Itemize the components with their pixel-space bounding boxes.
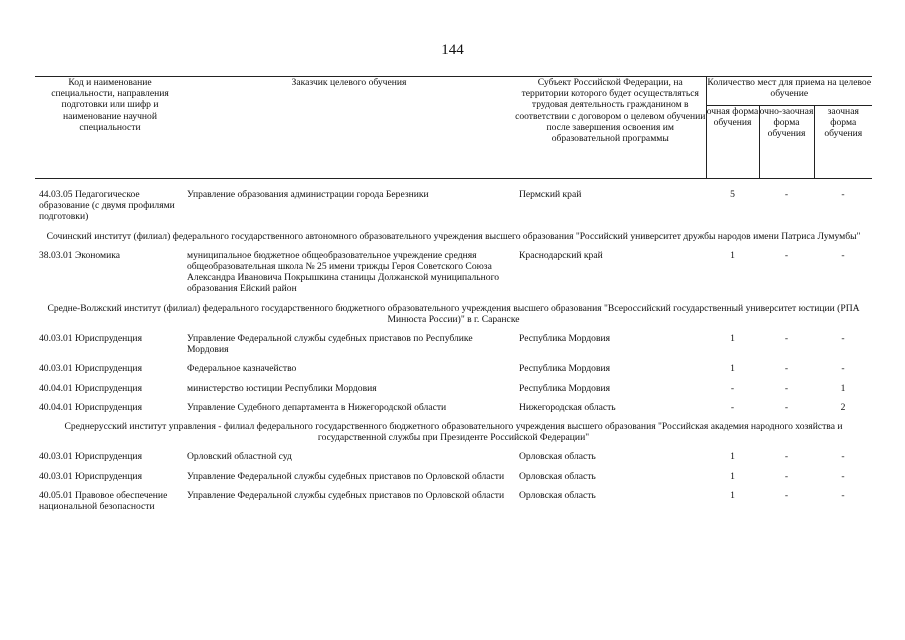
cell-mixed: - <box>784 363 789 375</box>
cell-parttime: - <box>841 189 845 200</box>
table-row <box>35 400 872 419</box>
cell-region: Нижегородская область <box>519 401 616 413</box>
cell-parttime: - <box>841 249 845 261</box>
table-row <box>35 381 872 400</box>
cell-mixed: - <box>784 382 789 394</box>
cell-mixed: - <box>784 470 789 482</box>
cell-customer: министерство юстиции Республики Мордовия <box>187 382 377 394</box>
header-parttime: заочная форма обучения <box>814 106 872 179</box>
cell-region: Пермский край <box>519 189 582 200</box>
table-body <box>35 179 872 519</box>
cell-code: 40.05.01 Правовое обеспечение национальной безопасности <box>39 489 168 513</box>
cell-code: 40.03.01 Юриспруденция <box>39 333 142 345</box>
cell-parttime: 1 <box>840 382 846 394</box>
cell-parttime: - <box>841 451 845 463</box>
cell-fulltime: 5 <box>730 189 735 200</box>
cell-mixed: - <box>784 249 789 261</box>
institution-row <box>35 301 872 331</box>
cell-parttime: 2 <box>840 401 846 413</box>
cell-parttime: - <box>841 333 845 345</box>
cell-code: 40.04.01 Юриспруденция <box>39 401 142 413</box>
cell-fulltime: - <box>730 382 735 394</box>
cell-parttime: - <box>841 470 845 482</box>
institution-row <box>35 229 872 248</box>
cell-fulltime: 1 <box>730 470 735 482</box>
header-places: Количество мест для приема на целевое обучение <box>706 77 872 106</box>
page-number: 144 <box>441 42 464 58</box>
cell-fulltime: 1 <box>730 451 735 463</box>
table-row <box>35 449 872 468</box>
cell-code: 44.03.05 Педагогическое образование (с двумя профилями подготовки) <box>39 189 175 223</box>
cell-parttime: - <box>841 489 845 501</box>
table-row <box>35 248 872 301</box>
cell-fulltime: 1 <box>730 333 735 345</box>
table-row <box>35 331 872 361</box>
cell-code: 38.03.01 Экономика <box>39 249 121 261</box>
cell-parttime: - <box>841 363 845 375</box>
cell-customer: муниципальное бюджетное общеобразовательное учреждение средняя общеобразовательная школа № 25 имени трижды Героя Советского Союза Александра Ивановича Покрышкина станицы Должанской муниципального образования Ейский район <box>187 249 500 295</box>
header-code: Код и наименование специальности, направления подготовки или шифр и наименование научной специальности <box>35 77 183 179</box>
header-mixed: очно-заочная форма обучения <box>759 106 814 179</box>
cell-mixed: - <box>784 401 789 413</box>
cell-customer: Управление Федеральной службы судебных приставов по Орловской области <box>187 470 505 482</box>
institution-name: Среднерусский институт управления - филиал федерального государственного бюджетного образовательного учреждения высшего образования "Российская академия народного хозяйства и государственной службы при Президенте Российской Федерации" <box>64 421 843 444</box>
cell-customer: Управление Федеральной службы судебных приставов по Орловской области <box>187 489 505 501</box>
cell-mixed: - <box>784 451 789 463</box>
header-customer: Заказчик целевого обучения <box>183 77 515 179</box>
institution-name: Сочинский институт (филиал) федерального государственного автономного образовательного учреждения высшего образования "Российский университет дружбы народов имени Патриса Лумумбы" <box>46 230 861 242</box>
institution-name: Средне-Волжский институт (филиал) федерального государственного бюджетного образовательного учреждения высшего образования "Всероссийский государственный университет юстиции (РПА Минюста России)" в г. Саранске <box>47 302 860 325</box>
quota-table <box>35 76 872 518</box>
cell-customer: Управление Судебного департамента в Нижегородской области <box>187 401 447 413</box>
cell-region: Республика Мордовия <box>519 382 611 394</box>
table-row <box>35 361 872 380</box>
header-region: Субъект Российской Федерации, на территории которого будет осуществляться трудовая деятельность гражданином в соответствии с договором о целевом обучении после завершения освоения им образовательной программы <box>515 77 706 179</box>
cell-mixed: - <box>784 333 789 345</box>
cell-region: Орловская область <box>519 451 596 463</box>
cell-fulltime: 1 <box>730 489 735 501</box>
header-fulltime: очная форма обучения <box>706 106 759 179</box>
cell-code: 40.04.01 Юриспруденция <box>39 382 142 394</box>
table-header <box>35 77 872 179</box>
cell-code: 40.03.01 Юриспруденция <box>39 470 142 482</box>
table-row <box>35 469 872 488</box>
cell-region: Республика Мордовия <box>519 363 611 375</box>
cell-fulltime: - <box>730 401 735 413</box>
cell-customer: Управление Федеральной службы судебных приставов по Республике Мордовия <box>187 333 473 356</box>
cell-fulltime: 1 <box>730 249 735 261</box>
cell-customer: Федеральное казначейство <box>187 363 297 375</box>
cell-region: Республика Мордовия <box>519 333 611 345</box>
cell-mixed: - <box>784 489 789 501</box>
cell-region: Орловская область <box>519 489 596 501</box>
cell-fulltime: 1 <box>730 363 735 375</box>
institution-row <box>35 419 872 449</box>
cell-mixed: - <box>784 189 789 200</box>
table-row <box>35 187 872 229</box>
table-row <box>35 488 872 518</box>
cell-code: 40.03.01 Юриспруденция <box>39 451 142 463</box>
cell-customer: Управление образования администрации города Березники <box>187 189 429 200</box>
cell-customer: Орловский областной суд <box>187 451 292 463</box>
cell-region: Краснодарский край <box>519 249 603 261</box>
cell-region: Орловская область <box>519 470 596 482</box>
cell-code: 40.03.01 Юриспруденция <box>39 363 142 375</box>
